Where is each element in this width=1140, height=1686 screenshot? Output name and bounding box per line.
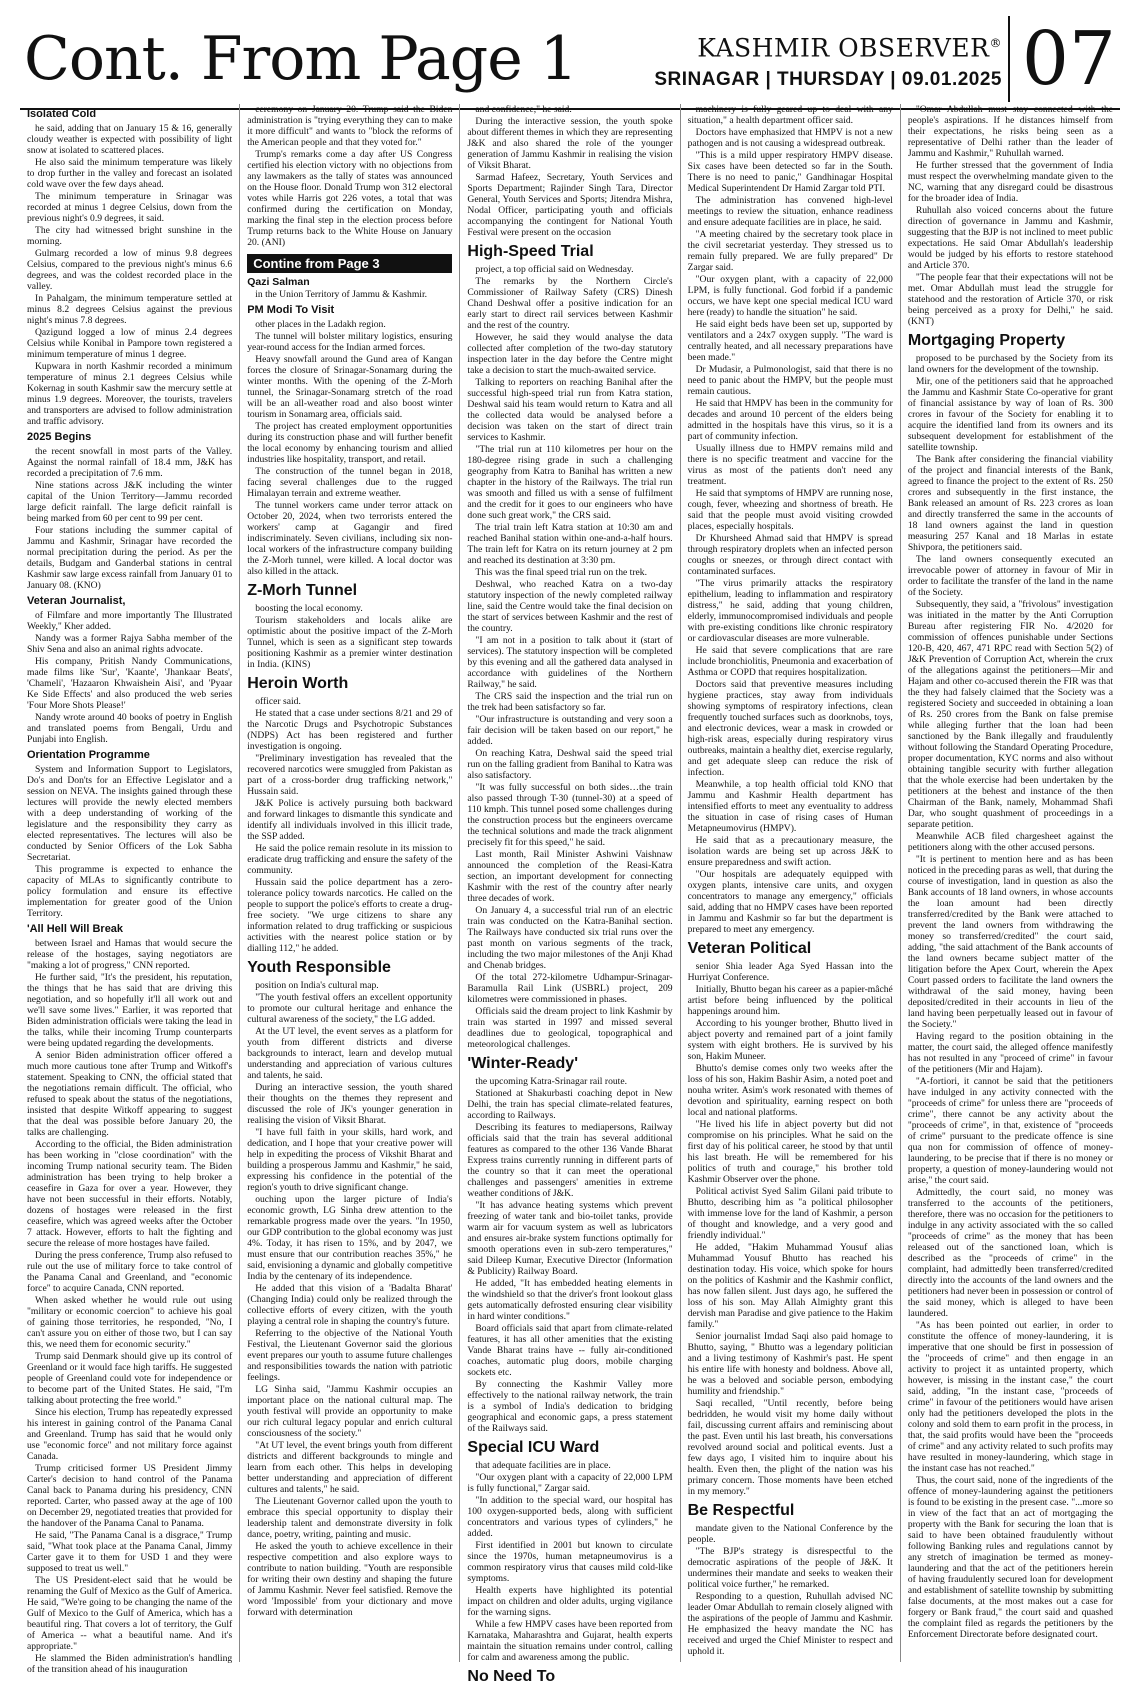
- paragraph: He said, "The Panama Canal is a disgrace," Trump said, "What took place at the Panama Canal, Jimmy Carter gave it to them for USD 1 and they were supposed to treat us well.": [27, 1530, 233, 1574]
- story-heading: No Need To: [467, 1668, 556, 1685]
- paragraph: When asked whether he would rule out using "military or economic coercion" to achieve his goal of gaining those territories, he responded, "No, I can't assure you on either of those two, but I can say this, we need them for economic security.": [27, 1295, 233, 1350]
- paragraph: Bhutto's demise comes only two weeks after the loss of his son, Hakim Bashir Asim, a noted poet and nouha writer. Asim's work resonated with themes of devotion and spirituality, earning respect on both local and national platforms.: [687, 1063, 893, 1118]
- paragraph: he said, adding that on January 15 & 16, generally cloudy weather is expected with possibility of light snow at isolated to scattered places.: [27, 123, 233, 156]
- paragraph: He said that HMPV has been in the community for decades and around 10 percent of the elders being admitted in the hospitals have this virus, so it is a part of community infection.: [687, 398, 893, 442]
- paragraph: "At UT level, the event brings youth from different districts and different backgrounds to mingle and learn from each other. This helps in developing better understanding and appreciation of different cultures and talents," he said.: [247, 1440, 453, 1495]
- paragraph: The CRS said the inspection and the trial run on the trek had been satisfactory so far.: [467, 691, 673, 713]
- paragraph: He said that severe complications that are rare include bronchiolitis, Pneumonia and exacerbation of Asthma or COPD that requires hospitalization.: [687, 645, 893, 678]
- paragraph: "The trial run at 110 kilometres per hour on the 180-degree rising grade in such a challenging geography from Katra to Banihal has written a new chapter in the history of the Railways. The trial run was smooth and filled us with a sense of fulfilment and the credit for it goes to our engineers who have done such great work," the CRS said.: [467, 444, 673, 521]
- paragraph: Thus, the court said, none of the ingredients of the offence of money-laundering against the petitioners is found to be existing in the present case. "...more so in view of the fact that an act of mortgaging the property with the Bank for securing the loan that is said to have been obtained fraudulently without following Banking rules and regulations cannot by any stretch of imagination be termed as money-laundering and that the act of the petitioners herein of having fraudulently secured loan for development and establishment of satellite township by submitting false documents, at the most makes out a case for forgery or Bank fraud," the court said and quashed the complaint filed as regards the petitioners by the Enforcement Directorate before designated court.: [907, 1475, 1114, 1640]
- paragraph: While a few HMPV cases have been reported from Karnataka, Maharashtra and Gujarat, health experts maintain the situation remains under control, calling for calm and awareness among the public.: [467, 1619, 673, 1663]
- paragraph: Hussain said the police department has a zero-tolerance policy towards narcotics. He called on the people to support the police's efforts to create a drug-free society. "We urge citizens to share any information related to drug trafficking or suspicious activities with the nearest police station or by dialling 112," he added.: [247, 877, 453, 954]
- paragraph: "Our oxygen plant, with a capacity of 22,000 LPM, is fully functional. God forbid if a pandemic occurs, we have kept one special medical ICU ward here (ready) to handle the situation" he said.: [687, 274, 893, 318]
- paragraph: During the interactive session, the youth spoke about different themes in which they are representing J&K and also shared the role of the younger generation of Jammu Kashmir in realising the vision of Viksit Bharat.: [467, 116, 673, 171]
- paragraph: ceremony on January 20. Trump said the Biden administration is "trying everything they can to make it more difficult" and wants to "block the reforms of the American people and that they voted for.": [247, 104, 453, 148]
- paragraph: Trump's remarks come a day after US Congress certified his election victory with no objections from any lawmakers as the tally of states was announced on the House floor. Donald Trump won 312 electoral votes while Harris got 226 votes, a total that was confirmed during the certification on Monday, marking the final step in the election process before Trump returns back to the White House on January 20. (ANI): [247, 149, 453, 248]
- paragraph: Meanwhile, a top health official told KNO that Jammu and Kashmir Health department has intensified efforts to meet any eventuality to address the situation in case of rising cases of Human Metapneumovirus (HMPV).: [687, 779, 893, 834]
- paragraph: "He lived his life in abject poverty but did not compromise on his principles. What he said on the first day of his political career, he stood by that until his last breath. He will be remembered for his politics of truth and courage," his brother told Kashmir Observer over the phone.: [687, 1119, 893, 1185]
- paragraph: Nandy wrote around 40 books of poetry in English and translated poems from Bengali, Urdu and Punjabi into English.: [27, 712, 233, 745]
- brand-text: KASHMIR OBSERVER: [697, 33, 990, 63]
- paragraph: "As has been pointed out earlier, in order to constitute the offence of money-laundering, it is imperative that one should be first in possession of the "proceeds of crime" and then engage in an activity to project it as untainted property, which however, is missing in the instant case," the court said, adding, "In the instant case, "proceeds of crime" in favour of the petitioners would have arisen only had the petitioners developed the plots in the colony and sold them to earn profit in the process, in that, the said profits would have been the "proceeds of crime" and any activity related to such profits may have resulted in money-laundering, which stage in the instant case has not reached.": [907, 1320, 1114, 1474]
- paragraph: The construction of the tunnel began in 2018, facing several challenges due to the rugged Himalayan terrain and extreme weather.: [247, 466, 453, 499]
- paragraph: The project has created employment opportunities during its construction phase and will further benefit the local economy by enhancing tourism and allied industries like hospitality, transport, and retail.: [247, 421, 453, 465]
- story-heading: Mortgaging Property: [907, 332, 1066, 349]
- paragraph: A senior Biden administration officer offered a much more cautious tone after Trump and Witkoff's statement. Speaking to CNN, the official stated that the negotiations remain difficult. The official, who refused to speak about the status of the negotiations, insisted that despite Witkoff appearing to suggest that the deal was possible before January 20, the talks are challenging.: [27, 1050, 233, 1138]
- paragraph: Kupwara in north Kashmir recorded a minimum temperature of minus 2.1 degrees Celsius while Kokernag in south Kashmir saw the mercury settle at minus 1.9 degrees. Moreover, the tourists, travelers and transporters are advised to follow administration and traffic advisory.: [27, 361, 233, 427]
- paragraph: position on India's cultural map.: [255, 980, 379, 991]
- story-heading: Be Respectful: [687, 1502, 795, 1519]
- paragraph: The tunnel will bolster military logistics, ensuring year-round access for the Indian armed forces.: [247, 331, 453, 353]
- paragraph: By connecting the Kashmir Valley more effectively to the national railway network, the train is a symbol of India's dedication to bridging geographical and economic gaps, a press statement of the Railways said.: [467, 1379, 673, 1434]
- paragraph: Board officials said that apart from climate-related features, it has all other amenities that the existing Vande Bharat trains have -- fully air-conditioned coaches, automatic plug doors, mobile charging sockets etc.: [467, 1323, 673, 1378]
- paragraph: Tourism stakeholders and locals alike are optimistic about the positive impact of the Z-Morh Tunnel, which is seen as a significant step towards positioning Kashmir as a premier winter destination in India. (KINS): [247, 615, 453, 670]
- paragraph: The US President-elect said that he would be renaming the Gulf of Mexico as the Gulf of America. He said, "We're going to be changing the name of the Gulf of Mexico to the Gulf of America, which has a beautiful ring. That covers a lot of territory, the Gulf of America -- what a beautiful name. And it's appropriate.": [27, 1575, 233, 1652]
- paragraph: Admittedly, the court said, no money was transferred to the accounts of the petitioners, therefore, there was no occasion for the petitioners to indulge in any activity associated with the so called "proceeds of crime" as the money that has been released out of the sanctioned loan, which is described as the "proceeds of crime" in the complaint, had admittedly been transferred/credited directly into the accounts of the land owners and the petitioners had never been in possession or control of the said money, which is alleged to have been laundered.: [907, 1187, 1114, 1319]
- story-heading: Veteran Journalist,: [27, 595, 126, 607]
- paragraph: project, a top official said on Wednesday.: [475, 264, 634, 275]
- section-title: Cont. From Page 1: [24, 24, 577, 94]
- paragraph: Referring to the objective of the National Youth Festival, the Lieutenant Governor said the glorious event prepares our youth to assume future challenges and responsibilities towards the nation with patriotic feelings.: [247, 1328, 453, 1383]
- paragraph: Trump criticised former US President Jimmy Carter's decision to hand control of the Panama Canal back to Panama during his presidency, CNN reported. Carter, who passed away at the age of 100 on December 29, negotiated treaties that provided for the handover of the Panama Canal to Panama.: [27, 1463, 233, 1529]
- brand-name: [654, 28, 1002, 63]
- paragraph: "Preliminary investigation has revealed that the recovered narcotics were smuggled from Pakistan as part of a cross-border drug trafficking network," Hussain said.: [247, 753, 453, 797]
- paragraph: He slammed the Biden administration's handling of the transition ahead of his inauguration: [27, 1653, 233, 1675]
- paragraph: other places in the Ladakh region.: [255, 319, 386, 330]
- paragraph: Stationed at Shakurbasti coaching depot in New Delhi, the train has special climate-related features, according to Railways.: [467, 1088, 673, 1121]
- paragraph: ouching upon the larger picture of India's economic growth, LG Sinha drew attention to the remarkable progress made over the years. "In 1950, our GDP contribution to the global economy was just 4%. Today, it has risen to 15%, and by 2047, we must ensure that our contribution reaches 35%," he said, envisioning a dynamic and globally competitive India by the centenary of its independence.: [247, 1194, 453, 1282]
- paragraph: "Omar Abdullah must stay connected with the people's aspirations. If he distances himself from their expectations, he risks being seen as a representative of Delhi rather than the leader of Jammu and Kashmir," Ruhullah warned.: [907, 104, 1114, 159]
- paragraph: Deshwal, who reached Katra on a two-day statutory inspection of the newly completed railway line, said the Centre would take the final decision on the start of services between Kashmir and the rest of the country.: [467, 579, 673, 634]
- paragraph: LG Sinha said, "Jammu Kashmir occupies an important place on the national cultural map. The youth festival will provide an opportunity to make our rich cultural legacy popular and enrich cultural consciousness of the society.": [247, 1384, 453, 1439]
- story-heading: Isolated Cold: [27, 108, 97, 120]
- paragraph: machinery is fully geared up to deal with any situation," a health department officer said.: [687, 104, 893, 126]
- paragraph: Last month, Rail Minister Ashwini Vaishnaw announced the completion of the Reasi-Katra section, an important development for connecting Kashmir with the rest of the country after nearly three decades of work.: [467, 849, 673, 904]
- paragraph: He said that symptoms of HMPV are running nose, cough, fever, wheezing and shortness of breath. He said that the people must avoid visiting crowded places, especially hospitals.: [687, 488, 893, 532]
- paragraph: The Bank after considering the financial viability of the project and financial interests of the Bank, agreed to finance the project to the extent of Rs. 250 crores and subsequently in the first instance, the Bank released an amount of Rs. 223 crores as loan and directly transferred the same in the accounts of 18 land owners against the land in question measuring 257 Kanal and 18 Marlas in estate Shivpora, the petitioners said.: [907, 454, 1114, 553]
- paragraph: On reaching Katra, Deshwal said the speed trial run on the falling gradient from Banihal to Katra was also satisfactory.: [467, 748, 673, 781]
- paragraph: The city had witnessed bright sunshine in the morning.: [27, 225, 233, 247]
- paragraph: Initially, Bhutto began his career as a papier-mâché artist before being influenced by the political happenings around him.: [687, 984, 893, 1017]
- paragraph: He said the police remain resolute in its mission to eradicate drug trafficking and ensure the safety of the community.: [247, 843, 453, 876]
- paragraph: System and Information Support to Legislators, Do's and Don'ts for an Effective Legislator and a session on NEVA. The insights gained through these lectures will provide the newly elected members with a deep understanding of working of the legislature and the responsibility they carry as elected representatives. The lectures will also be conducted by Senior Officers of the Lok Sabha Secretariat.: [27, 764, 233, 863]
- paragraph: He further stressed that the government of India must respect the overwhelming mandate given to the NC, warning that any disregard could be disastrous for the broader idea of India.: [907, 160, 1114, 204]
- paragraph: He asked the youth to achieve excellence in their respective competition and also explore ways to contribute to nation building. "Youth are responsible for writing their own destiny and shaping the future of Jammu Kashmir. Never feel satisfied. Remove the word 'Impossible' from your dictionary and move forward with determination: [247, 1541, 453, 1618]
- paragraph: between Israel and Hamas that would secure the release of the hostages, saying negotiators are "making a lot of progress," CNN reported.: [27, 938, 233, 971]
- paragraph: "It was fully successful on both sides…the train also passed through T-30 (tunnel-30) at a speed of 110 kmph. This tunnel posed some challenges during the construction process but the engineers overcame the technical solutions and made the track alignment precisely fit for this speed," he said.: [467, 782, 673, 848]
- paragraph: During the press conference, Trump also refused to rule out the use of military force to take control of the Panama Canal and Greenland, and "economic force" to acquire Canada, CNN reported.: [27, 1250, 233, 1294]
- paragraph: He added, "Hakim Muhammad Yousuf alias Muhammad Yousuf Bhutto has reached his destination today. His voice, which spoke for hours on the politics of Kashmir and the Kashmir conflict, has now fallen silent. Just days ago, he suffered the loss of his son. May Allah Almighty grant this dervish man Paradise and give patience to the Hakim family.": [687, 1242, 893, 1330]
- registered-mark: ®: [989, 36, 1002, 50]
- story-heading: 2025 Begins: [27, 431, 92, 443]
- paragraph: that adequate facilities are in place.: [475, 1460, 611, 1471]
- paragraph: Saqi recalled, "Until recently, before being bedridden, he would visit my home daily without fail, discussing current affairs and reminiscing about the past. Even until his last breath, his conversations revolved around social and political events. Just a few days ago, I visited him to inquire about his health. Even then, the plight of the nation was his primary concern. Those moments have been etched in my memory.": [687, 1398, 893, 1497]
- paragraph: He stated that a case under sections 8/21 and 29 of the Narcotic Drugs and Psychotropic Substances (NDPS) Act has been registered and further investigation is ongoing.: [247, 708, 453, 752]
- paragraph: During an interactive session, the youth shared their thoughts on the themes they represent and discussed the role of JK's younger generation in realising the vision of Viksit Bharat.: [247, 1082, 453, 1126]
- paragraph: According to his younger brother, Bhutto lived in abject poverty and remained part of a joint family system with eight brothers. He is survived by his son, Hakim Muneer.: [687, 1018, 893, 1062]
- paragraph: According to the official, the Biden administration has been working in "close coordination" with the incoming Trump national security team. The Biden administration has been trying to help broker a ceasefire in Gaza for over a year. However, they have not been successful in their efforts. Notably, dozens of hostages were released in the first ceasefire, which was agreed weeks after the October 7 attack. However, efforts to halt the fighting and secure the release of more hostages have failed.: [27, 1139, 233, 1249]
- paragraph: "In addition to the special ward, our hospital has 100 oxygen-supported beds, along with sufficient concentrators and various types of cylinders," he added.: [467, 1495, 673, 1539]
- paragraph: Nandy was a former Rajya Sabha member of the Shiv Sena and also an animal rights advocate.: [27, 633, 233, 655]
- paragraph: Subsequently, they said, a "frivolous" investigation was initiated in the matter by the Anti Corruption Bureau after registering FIR No. 4/2020 for commission of offences punishable under Sections 120-B, 420, 467, 471 RPC read with Section 5(2) of J&K Prevention of Corruption Act, wherein the crux of the allegations against the petitioners—Mir and Hajam and other co-accused therein the FIR was that the they had falsely claimed that the Society was a registered Society and succeeded in obtaining a loan of Rs. 250 crores from the Bank on false premise while alleging further that the loan had been sanctioned by the Bank illegally and fraudulently without following the Standard Operating Procedure, proper documentation, KYC norms and also without obtaining tangible security with further allegation that the whole exercise had been undertaken by the petitioners at the behest and instance of the then Chairman of the Bank, namely, Mohammad Shafi Dar, who sought quashment of proceedings in a separate petition.: [907, 599, 1114, 830]
- paragraph: The tunnel workers came under terror attack on October 20, 2024, when two terrorists entered the workers' camp at Gagangir and fired indiscriminately. Seven civilians, including six non-local workers of the infrastructure company building the Z-Morh tunnel, were killed. A local doctor was also killed in the attack.: [247, 500, 453, 577]
- paragraph: The minimum temperature in Srinagar was recorded at minus 1 degree Celsius, down from the previous night's 0.9 degrees, it said.: [27, 191, 233, 224]
- paragraph: Mir, one of the petitioners said that he approached the Jammu and Kashmir State Co-operative for grant of financial assistance by way of loan of Rs. 300 crores in favour of the Society for enabling it to acquire the identified land from its owners and its subsequent development for establishment of the satellite township.: [907, 376, 1114, 453]
- paragraph: Usually illness due to HMPV remains mild and there is no specific treatment and vaccine for the virus as most of the patients don't need any treatment.: [687, 443, 893, 487]
- paragraph: He further said, "It's the president, his reputation, the things that he has said that are driving this negotiation, and so hopefully it'll all work out and we'll save some lives." Earlier, it was reported that Biden administration officials were taking the lead in the talks, while their incoming Trump counterparts were being updated regarding the developments.: [27, 972, 233, 1049]
- column-4: [681, 104, 901, 1662]
- paragraph: "The BJP's strategy is disrespectful to the democratic aspirations of the people of J&K. It undermines their mandate and seeks to weaken their political voice further," he remarked.: [687, 1546, 893, 1590]
- paragraph: Doctors said that preventive measures including hygiene practices, stay away from individuals showing symptoms of respiratory infections, clean frequently touched surfaces such as doorknobs, toys, and electronic devices, wear a mask in crowded or high-risk areas, especially during respiratory virus outbreaks, maintain a healthy diet, exercise regularly, and get adequate sleep can reduce the risk of infection.: [687, 679, 893, 778]
- paragraph: and confidence," he said.: [475, 104, 572, 115]
- paragraph: This was the final speed trial run on the trek.: [475, 567, 647, 578]
- paragraph: Qazigund logged a low of minus 2.4 degrees Celsius while Konibal in Pampore town registered a minimum temperature of minus 1 degree.: [27, 327, 233, 360]
- paragraph: "A-fortiori, it cannot be said that the petitioners have indulged in any activity connected with the "proceeds of crime" for unless there are "proceeds of crime", there cannot be any activity about the "proceeds of crime", in that, existence of "proceeds of crime" pursuant to the predicate offence is sine qua non for commission of offence of money-laundering, to be precise that if there is no money or property, a question of money-laundering would not arise," the court said.: [907, 1076, 1114, 1186]
- paragraph: The administration has convened high-level meetings to review the situation, enhance readiness and ensure adequate facilities are in place, he said.: [687, 195, 893, 228]
- column-1: [20, 104, 240, 1675]
- paragraph: This programme is expected to enhance the capacity of MLAs to significantly contribute to policy formulation and ensure its effective implementation for greater good of the Union Territory.: [27, 864, 233, 919]
- paragraph: Trump said Denmark should give up its control of Greenland or it would face high tariffs. He suggested people of Greenland could vote for independence or to become part of the United States. He said, "I'm talking about protecting the free world.": [27, 1351, 233, 1406]
- story-heading: 'All Hell Will Break: [27, 923, 124, 935]
- paragraph: Since his election, Trump has repeatedly expressed his interest in gaining control of the Panama Canal and Greenland. Trump has said that he would only use "economic force" and not military force against Canada.: [27, 1407, 233, 1462]
- paragraph: the upcoming Katra-Srinagar rail route.: [475, 1076, 627, 1087]
- paragraph: He added that this vision of a 'Badalta Bharat' (Changing India) could only be realized through the collective efforts of every citizen, with the youth playing a central role in shaping the country's future.: [247, 1283, 453, 1327]
- story-heading: Heroin Worth: [247, 675, 349, 692]
- page-number: 07: [1008, 16, 1116, 102]
- paragraph: "It is pertinent to mention here and as has been noticed in the preceding paras as well, that during the course of investigation, land in question as also the Bank accounts of 18 land owners, in whose accounts the loan amount had been directly transferred/credited by the Bank were attached to prevent the land owners from withdrawing the money so transferred/credited" the court said, adding, "the said attachment of the Bank accounts of the land owners became subject matter of the litigation before the Apex Court, wherein the Apex Court passed orders to facilitate the land owners the withdrawal of the said money, having been deposited/credited in their accounts in lieu of the land having been perpetually leased out in favour of the Society.": [907, 854, 1114, 1030]
- story-heading: Veteran Political: [687, 940, 812, 957]
- paragraph: "The people fear that their expectations will not be met. Omar Abdullah must lead the struggle for statehood and the restoration of Article 370, or risk being perceived as a proxy for Delhi," he said. (KNT): [907, 272, 1114, 327]
- paragraph: "This is a mild upper respiratory HMPV disease. Six cases have been detected so far in the South. There is no need to panic," Gandhinagar Hospital Medical Superintendent Dr Hamid Zargar told PTI.: [687, 150, 893, 194]
- paragraph: J&K Police is actively pursuing both backward and forward linkages to dismantle this syndicate and identify all individuals involved in this illicit trade, the SSP added.: [247, 798, 453, 842]
- paragraph: He said eight beds have been set up, supported by ventilators and a 24x7 oxygen supply. "The ward is centrally heated, and all necessary preparations have been made.": [687, 319, 893, 363]
- paragraph: Dr Khursheed Ahmad said that HMPV is spread through respiratory droplets when an infected person coughs or sneezes, or through direct contact with contaminated surfaces.: [687, 533, 893, 577]
- paragraph: Dr Mudasir, a Pulmonologist, said that there is no need to panic about the HMPV, but the people must remain cautious.: [687, 364, 893, 397]
- paragraph: "I am not in a position to talk about it (start of services). The statutory inspection will be completed by this evening and all the gathered data analysed in accordance with guidelines of the Northern Railway," he said.: [467, 635, 673, 690]
- masthead: [20, 16, 1120, 110]
- paragraph: In Pahalgam, the minimum temperature settled at minus 8.2 degrees Celsius against the previous night's minus 7.8 degrees.: [27, 293, 233, 326]
- newspaper-page: [20, 0, 1120, 1685]
- paragraph: The Lieutenant Governor called upon the youth to embrace this special opportunity to display their leadership talent and demonstrate diversity in folk dance, poetry, writing, painting and music.: [247, 1496, 453, 1540]
- paragraph: Meanwhile ACB filed chargesheet against the petitioners along with the other accused persons.: [907, 831, 1114, 853]
- story-heading: 'Winter-Ready': [467, 1055, 578, 1072]
- paragraph: Talking to reporters on reaching Banihal after the successful high-speed trial run from Katra station, Deshwal said his team would return to Katra and all the collected data would be analysed before a decision was taken on the start of direct train services to Kashmir.: [467, 377, 673, 443]
- paragraph: Describing its features to mediapersons, Railway officials said that the train has several additional features as compared to the other 136 Vande Bharat Express trains currently running in different parts of the country so that it can meet the operational challenges and passengers' amenities in extreme weather conditions of J&K.: [467, 1122, 673, 1199]
- paragraph: Ruhullah also voiced concerns about the future direction of governance in Jammu and Kashmir, suggesting that the BJP is not inclined to meet public expectations. He said Omar Abdullah's leadership would be judged by his efforts to restore statehood and Article 370.: [907, 205, 1114, 271]
- paragraph: Having regard to the position obtaining in the matter, the court said, the alleged offence manifestly has not resulted in any "proceed of crime" in favour of the petitioners (Mir and Hajam).: [907, 1031, 1114, 1075]
- paragraph: At the UT level, the event serves as a platform for youth from different districts and diverse backgrounds to interact, learn and develop mutual understanding and appreciation of various cultures and talents, he said.: [247, 1026, 453, 1081]
- paragraph: His company, Pritish Nandy Communications, made films like 'Sur', 'Kaante', 'Jhankaar Beats', 'Chameli', 'Hazaaron Khwaishein Aisi', and 'Pyaar Ke Side Effects' and also produced the web series 'Four More Shots Please!': [27, 656, 233, 711]
- paragraph: The remarks by the Northern Circle's Commissioner of Railway Safety (CRS) Dinesh Chand Deshwal offer a positive indication for an early start to direct rail services between Kashmir and the rest of the country.: [467, 276, 673, 331]
- paragraph: of Filmfare and more importantly The Illustrated Weekly," Kher added.: [27, 610, 233, 632]
- paragraph: "The youth festival offers an excellent opportunity to promote our cultural heritage and enhance the cultural awareness of the society," the LG added.: [247, 992, 453, 1025]
- dateline: SRINAGAR | THURSDAY | 09.01.2025: [654, 69, 1002, 91]
- paragraph: in the Union Territory of Jammu & Kashmir.: [255, 289, 428, 300]
- story-heading: Special ICU Ward: [467, 1439, 600, 1456]
- paragraph: He also said the minimum temperature was likely to drop further in the valley and forecast an isolated cold wave over the few days ahead.: [27, 157, 233, 190]
- paragraph: "I have full faith in your skills, hard work, and dedication, and I hope that your creative power will help in expediting the process of Vikshit Bharat and building a prosperous Jammu and Kashmir," he said, expressing his confidence in the potential of the region's youth to drive significant change.: [247, 1127, 453, 1193]
- story-heading: PM Modi To Visit: [247, 304, 335, 316]
- paragraph: Responding to a question, Ruhullah advised NC leader Omar Abdullah to remain closely aligned with the aspirations of the people of Jammu and Kashmir. He emphasized the heavy mandate the NC has received and urged the Chief Minister to respect and uphold it.: [687, 1591, 893, 1657]
- paragraph: Sarmad Hafeez, Secretary, Youth Services and Sports Department; Rajinder Singh Tara, Director General, Youth Services and Sports; Jitendra Mishra, Nodal Officer, participating youth and officials accompanying the contingent for National Youth Festival were present on the occasion: [467, 172, 673, 238]
- paragraph: He said that as a precautionary measure, the isolation wards are being set up across J&K to ensure preparedness and swift action.: [687, 835, 893, 868]
- paragraph: Senior journalist Imdad Saqi also paid homage to Bhutto, saying, " Bhutto was a legendary politician and a living testimony of Kashmir's past. He spent his entire life with honesty and boldness. Above all, he was a beloved and sociable person, embodying humility and friendship.": [687, 1331, 893, 1397]
- paragraph: "It has advance heating systems which prevent freezing of water tank and bio-toilet tanks, provide warm air for vacuum system as well as lubricators and ensures air-brake system functions optimally for smooth operations even in sub-zero temperatures," said Dileep Kumar, Executive Director (Information & Publicity) Railway Board.: [467, 1200, 673, 1277]
- story-heading: Z-Morh Tunnel: [247, 582, 358, 599]
- paragraph: "Our oxygen plant with a capacity of 22,000 LPM is fully functional," Zargar said.: [467, 1472, 673, 1494]
- paragraph: The land owners consequently executed an irrevocable power of attorney in favour of Mir in order to facilitate the transfer of the land in the name of the Society.: [907, 554, 1114, 598]
- paragraph: Health experts have highlighted its potential impact on children and older adults, urging vigilance for the warning signs.: [467, 1585, 673, 1618]
- paragraph: senior Shia leader Aga Syed Hassan into the Hurriyat Conference.: [687, 961, 893, 983]
- paragraph: "A meeting chaired by the secretary took place in the civil secretariat yesterday. They stressed us to remain fully prepared. We are fully prepared" Dr Zargar said.: [687, 229, 893, 273]
- paragraph: Doctors have emphasized that HMPV is not a new pathogen and is not causing a widespread outbreak.: [687, 127, 893, 149]
- byline: Qazi Salman: [247, 276, 310, 288]
- paragraph: Of the total 272-kilometre Udhampur-Srinagar-Baramulla Rail Link (USBRL) project, 209 kilometres were commissioned in phases.: [467, 972, 673, 1005]
- story-heading: Orientation Programme: [27, 749, 150, 761]
- story-heading: Youth Responsible: [247, 959, 391, 976]
- story-heading: High-Speed Trial: [467, 243, 594, 260]
- paragraph: officer said.: [255, 696, 301, 707]
- paragraph: The trial train left Katra station at 10:30 am and reached Banihal station within one-and-a-half hours. The train left for Katra on its return journey at 2 pm and reached its destination at 3:30 pm.: [467, 522, 673, 566]
- paragraph: He added, "It has embedded heating elements in the windshield so that the driver's front lookout glass gets automatically defrosted ensuring clear visibility in hard winter conditions.": [467, 1278, 673, 1322]
- column-2: [240, 104, 460, 1662]
- continuation-banner: Contine from Page 3: [247, 254, 452, 273]
- paragraph: Officials said the dream project to link Kashmir by train was started in 1997 and missed several deadlines due to geological, topographical and meteorological challenges.: [467, 1006, 673, 1050]
- paragraph: "Our hospitals are adequately equipped with oxygen plants, intensive care units, and oxygen concentrators to manage any emergency," officials said, adding that no HMPV cases have been reported in Jammu and Kashmir so far but the department is prepared to meet any emergency.: [687, 869, 893, 935]
- paragraph: On January 4, a successful trial run of an electric train was conducted on the Katra-Banihal section. The Railways have conducted six trial runs over the past month on various segments of the track, including the two major milestones of the Anji Khad and Chenab bridges.: [467, 905, 673, 971]
- paragraph: However, he said they would analyse the data collected after completion of the two-day statutory inspection later in the day before the Centre might take a decision to start the much-awaited service.: [467, 332, 673, 376]
- article-columns: [20, 104, 1120, 1685]
- paragraph: "The virus primarily attacks the respiratory epithelium, leading to inflammation and respiratory distress," he said, adding that young children, elderly, immunocompromised individuals and people with pre-existing conditions like chronic respiratory or cardiovascular diseases are more vulnerable.: [687, 578, 893, 644]
- paragraph: the recent snowfall in most parts of the Valley. Against the normal rainfall of 18.4 mm, J&K has recorded a precipitation of 7.6 mm.: [27, 446, 233, 479]
- paragraph: First identified in 2001 but known to circulate since the 1970s, human metapneumovirus is a common respiratory virus that causes mild cold-like symptoms.: [467, 1540, 673, 1584]
- paragraph: Gulmarg recorded a low of minus 9.8 degrees Celsius, compared to the previous night's minus 6.6 degrees, and was the coldest recorded place in the valley.: [27, 248, 233, 292]
- paragraph: "Our infrastructure is outstanding and very soon a fair decision will be taken based on our report," he added.: [467, 714, 673, 747]
- paragraph: proposed to be purchased by the Society from its land owners for the development of the township.: [907, 353, 1114, 375]
- paragraph: Four stations including the summer capital of Jammu and Kashmir, Srinagar have recorded the normal precipitation during the period. As per the details, Budgam and Ganderbal stations in central Kashmir saw large excess rainfall from January 01 to January 08. (KNO): [27, 525, 233, 591]
- paragraph: Heavy snowfall around the Gund area of Kangan forces the closure of Srinagar-Sonamarg during the winter months. With the opening of the Z-Morh tunnel, the Srinagar-Sonamarg stretch of the road will be an all-weather road and also boost winter tourism in Sonamarg area, officials said.: [247, 354, 453, 420]
- paragraph: boosting the local economy.: [255, 603, 363, 614]
- column-3: [460, 104, 680, 1685]
- brand-block: [654, 28, 1002, 93]
- paragraph: Nine stations across J&K including the winter capital of the Union Territory—Jammu recorded large deficit rainfall. The large deficit rainfall is being marked from 60 per cent to 99 per cent.: [27, 480, 233, 524]
- paragraph: Political activist Syed Salim Gilani paid tribute to Bhutto, describing him as "a political philosopher with immense love for the land of Kashmir, a person of thought and knowledge, and a very good and friendly individual.": [687, 1186, 893, 1241]
- paragraph: mandate given to the National Conference by the people.: [687, 1523, 893, 1545]
- column-5: [901, 104, 1120, 1662]
